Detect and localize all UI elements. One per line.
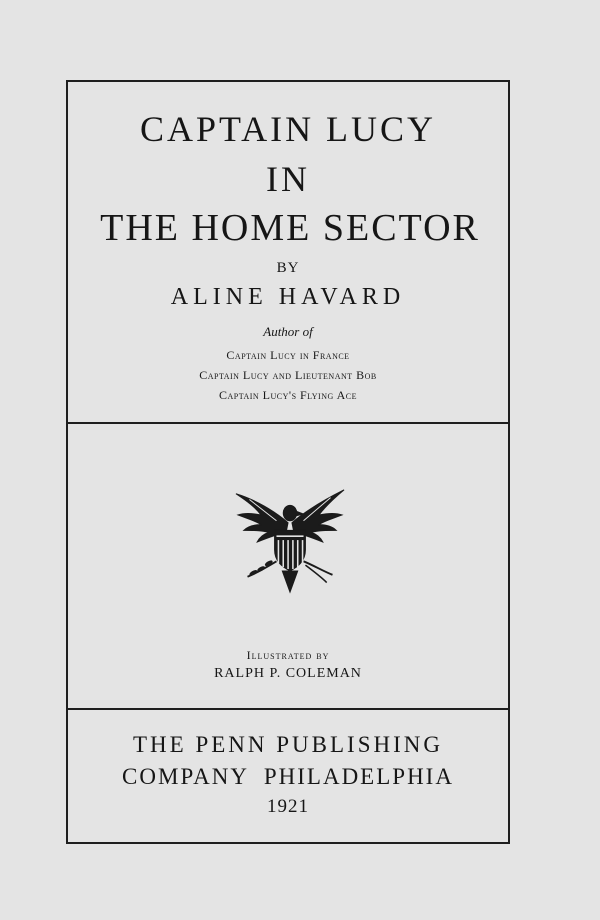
imprint-panel	[68, 708, 508, 842]
author-of-label: Author of	[263, 324, 313, 339]
illustrated-by-label: Illustrated by	[246, 648, 330, 662]
vignette-panel	[68, 422, 508, 710]
other-work-1: Captain Lucy in France	[226, 348, 350, 362]
illustrator-name: RALPH P. COLEMAN	[214, 666, 362, 681]
title-page-frame	[66, 80, 510, 844]
author-name: ALINE HAVARD	[170, 284, 406, 310]
publication-year: 1921	[267, 796, 309, 817]
publisher-line-2: COMPANY PHILADELPHIA	[122, 764, 454, 789]
title-line-3: THE HOME SECTOR	[100, 207, 480, 249]
title-line-1: CAPTAIN LUCY	[139, 109, 437, 149]
byline-by: BY	[276, 260, 300, 276]
title-panel	[68, 82, 508, 424]
eagle-shield-emblem-icon	[232, 486, 348, 598]
title-line-2: IN	[266, 159, 310, 199]
other-work-2: Captain Lucy and Lieutenant Bob	[199, 368, 377, 382]
publisher-line-1: THE PENN PUBLISHING	[133, 732, 443, 757]
other-work-3: Captain Lucy's Flying Ace	[218, 388, 357, 402]
